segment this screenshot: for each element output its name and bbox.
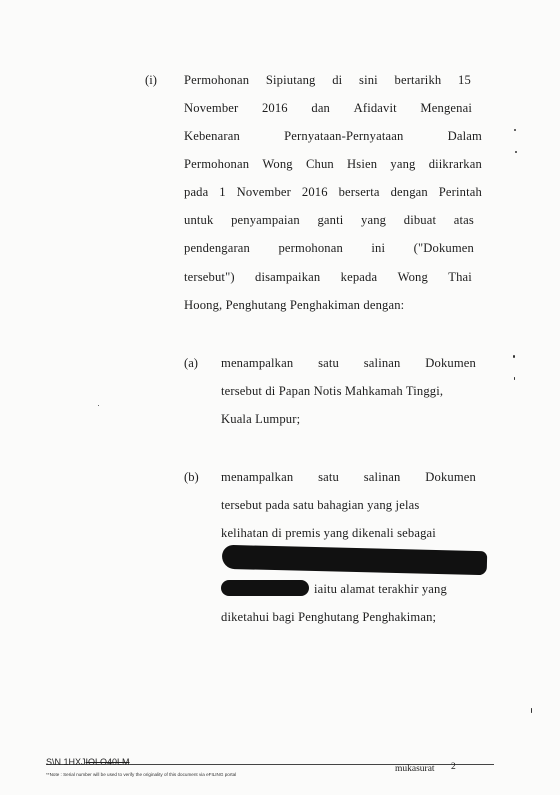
paragraph-line: pada 1 November 2016 berserta dengan Perintah [184, 185, 482, 199]
serial-note: **Note : Serial number will be used to verify the originality of this document via eFILING portal [46, 772, 237, 777]
scan-speck [531, 708, 532, 713]
item-i-marker: (i) [145, 73, 157, 87]
paragraph-line: Permohonan Sipiutang di sini bertarikh 15 [184, 73, 471, 87]
item-a-marker: (a) [184, 356, 198, 370]
scan-speck [98, 405, 99, 406]
paragraph-line: iaitu alamat terakhir yang [314, 582, 447, 596]
item-b-marker: (b) [184, 470, 199, 484]
redaction-bar [222, 545, 488, 575]
paragraph-line: tersebut pada satu bahagian yang jelas [221, 498, 420, 512]
serial-prefix: S\N 1HXJ [46, 757, 86, 767]
paragraph-line: tersebut") disampaikan kepada Wong Thai [184, 270, 472, 284]
scan-speck [513, 355, 515, 358]
paragraph-line: untuk penyampaian ganti yang dibuat atas [184, 213, 474, 227]
paragraph-line: menampalkan satu salinan Dokumen [221, 356, 476, 370]
paragraph-line: Hoong, Penghutang Penghakiman dengan: [184, 298, 405, 312]
paragraph-line: Kebenaran Pernyataan-Pernyataan Dalam [184, 129, 482, 143]
scan-speck [514, 129, 516, 131]
paragraph-line: kelihatan di premis yang dikenali sebagai [221, 526, 436, 540]
page-label: mukasurat [395, 764, 435, 774]
redaction-bar [221, 580, 309, 596]
paragraph-line: diketahui bagi Penghutang Penghakiman; [221, 610, 437, 624]
paragraph-line: Kuala Lumpur; [221, 412, 301, 426]
paragraph-line: pendengaran permohonan ini ("Dokumen [184, 241, 474, 255]
scan-speck [514, 377, 515, 380]
scan-speck [515, 151, 517, 153]
paragraph-line: menampalkan satu salinan Dokumen [221, 470, 476, 484]
serial-number [46, 757, 130, 767]
serial-struck-part: IOLO40LM [85, 757, 130, 767]
paragraph-line: November 2016 dan Afidavit Mengenai [184, 101, 472, 115]
paragraph-line: Permohonan Wong Chun Hsien yang diikrarkan [184, 157, 482, 171]
page-number: 2 [451, 762, 456, 772]
paragraph-line: tersebut di Papan Notis Mahkamah Tinggi, [221, 384, 444, 398]
